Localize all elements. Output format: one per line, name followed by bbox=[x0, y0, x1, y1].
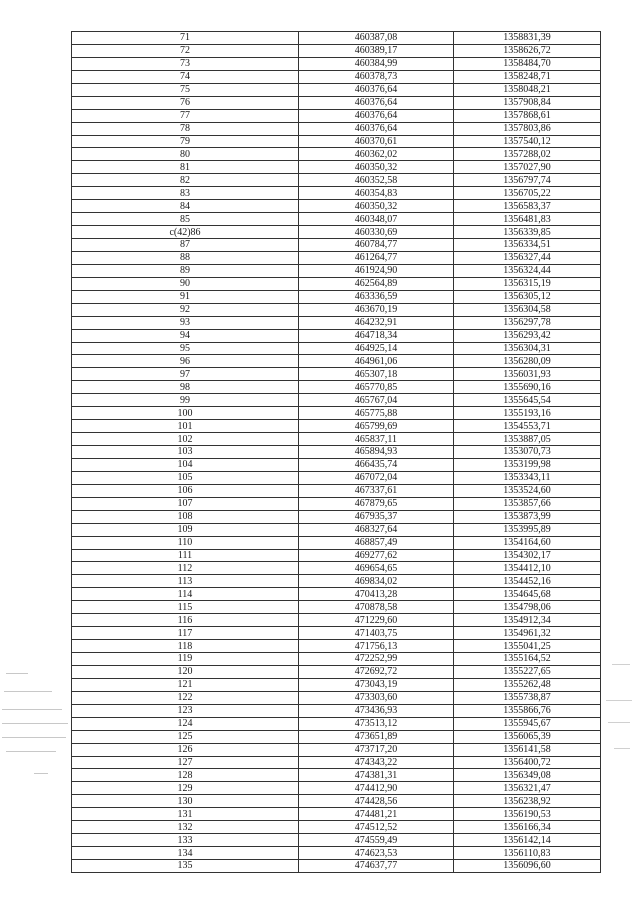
y-coordinate-cell: 1356327,44 bbox=[454, 251, 601, 264]
x-coordinate-cell: 460354,83 bbox=[299, 187, 454, 200]
y-coordinate-cell: 1357868,61 bbox=[454, 109, 601, 122]
y-coordinate-cell: 1354645,68 bbox=[454, 588, 601, 601]
y-coordinate-cell: 1353857,66 bbox=[454, 497, 601, 510]
y-coordinate-cell: 1356293,42 bbox=[454, 329, 601, 342]
y-coordinate-cell: 1356110,83 bbox=[454, 847, 601, 860]
table-row bbox=[72, 303, 601, 316]
y-coordinate-cell: 1356481,83 bbox=[454, 213, 601, 226]
point-number-cell: 128 bbox=[72, 769, 299, 782]
y-coordinate-cell: 1357288,02 bbox=[454, 148, 601, 161]
table-row bbox=[72, 834, 601, 847]
y-coordinate-cell: 1357027,90 bbox=[454, 161, 601, 174]
table-row bbox=[72, 96, 601, 109]
point-number-cell: 113 bbox=[72, 575, 299, 588]
point-number-cell: 125 bbox=[72, 730, 299, 743]
y-coordinate-cell: 1358831,39 bbox=[454, 32, 601, 45]
table-row bbox=[72, 717, 601, 730]
point-number-cell: 93 bbox=[72, 316, 299, 329]
x-coordinate-cell: 464925,14 bbox=[299, 342, 454, 355]
point-number-cell: 118 bbox=[72, 640, 299, 653]
y-coordinate-cell: 1355945,67 bbox=[454, 717, 601, 730]
y-coordinate-cell: 1355690,16 bbox=[454, 381, 601, 394]
point-number-cell: 79 bbox=[72, 135, 299, 148]
y-coordinate-cell: 1356705,22 bbox=[454, 187, 601, 200]
y-coordinate-cell: 1355193,16 bbox=[454, 407, 601, 420]
y-coordinate-cell: 1356065,39 bbox=[454, 730, 601, 743]
point-number-cell: 94 bbox=[72, 329, 299, 342]
table-row bbox=[72, 523, 601, 536]
y-coordinate-cell: 1354912,34 bbox=[454, 614, 601, 627]
table-row bbox=[72, 627, 601, 640]
y-coordinate-cell: 1355164,52 bbox=[454, 653, 601, 666]
y-coordinate-cell: 1356141,58 bbox=[454, 743, 601, 756]
point-number-cell: 81 bbox=[72, 161, 299, 174]
table-row bbox=[72, 174, 601, 187]
x-coordinate-cell: 472252,99 bbox=[299, 653, 454, 666]
table-row bbox=[72, 678, 601, 691]
y-coordinate-cell: 1355227,65 bbox=[454, 665, 601, 678]
x-coordinate-cell: 464961,06 bbox=[299, 355, 454, 368]
point-number-cell: 134 bbox=[72, 847, 299, 860]
y-coordinate-cell: 1356334,51 bbox=[454, 239, 601, 252]
table-row bbox=[72, 704, 601, 717]
table-row bbox=[72, 808, 601, 821]
point-number-cell: 76 bbox=[72, 96, 299, 109]
x-coordinate-cell: 473651,89 bbox=[299, 730, 454, 743]
point-number-cell: 92 bbox=[72, 303, 299, 316]
table-row bbox=[72, 510, 601, 523]
table-row bbox=[72, 213, 601, 226]
table-row bbox=[72, 329, 601, 342]
y-coordinate-cell: 1353995,89 bbox=[454, 523, 601, 536]
right-margin-scan-marks bbox=[604, 660, 634, 760]
point-number-cell: 84 bbox=[72, 200, 299, 213]
x-coordinate-cell: 460348,07 bbox=[299, 213, 454, 226]
y-coordinate-cell: 1355041,25 bbox=[454, 640, 601, 653]
x-coordinate-cell: 470413,28 bbox=[299, 588, 454, 601]
x-coordinate-cell: 465767,04 bbox=[299, 394, 454, 407]
table-row bbox=[72, 795, 601, 808]
x-coordinate-cell: 474559,49 bbox=[299, 834, 454, 847]
table-row bbox=[72, 368, 601, 381]
point-number-cell: 126 bbox=[72, 743, 299, 756]
y-coordinate-cell: 1357540,12 bbox=[454, 135, 601, 148]
table-row bbox=[72, 484, 601, 497]
point-number-cell: 78 bbox=[72, 122, 299, 135]
y-coordinate-cell: 1354412,10 bbox=[454, 562, 601, 575]
point-number-cell: 71 bbox=[72, 32, 299, 45]
x-coordinate-cell: 473436,93 bbox=[299, 704, 454, 717]
x-coordinate-cell: 464718,34 bbox=[299, 329, 454, 342]
point-number-cell: 135 bbox=[72, 860, 299, 873]
point-number-cell: 108 bbox=[72, 510, 299, 523]
y-coordinate-cell: 1353873,99 bbox=[454, 510, 601, 523]
x-coordinate-cell: 469277,62 bbox=[299, 549, 454, 562]
table-row bbox=[72, 122, 601, 135]
table-row bbox=[72, 420, 601, 433]
point-number-cell: 101 bbox=[72, 420, 299, 433]
x-coordinate-cell: 471756,13 bbox=[299, 640, 454, 653]
y-coordinate-cell: 1354553,71 bbox=[454, 420, 601, 433]
table-row bbox=[72, 575, 601, 588]
table-row bbox=[72, 83, 601, 96]
x-coordinate-cell: 473303,60 bbox=[299, 691, 454, 704]
table-row bbox=[72, 355, 601, 368]
point-number-cell: 111 bbox=[72, 549, 299, 562]
table-row bbox=[72, 148, 601, 161]
y-coordinate-cell: 1354452,16 bbox=[454, 575, 601, 588]
point-number-cell: 110 bbox=[72, 536, 299, 549]
point-number-cell: 89 bbox=[72, 264, 299, 277]
table-row bbox=[72, 70, 601, 83]
x-coordinate-cell: 467879,65 bbox=[299, 497, 454, 510]
table-row bbox=[72, 290, 601, 303]
x-coordinate-cell: 467337,61 bbox=[299, 484, 454, 497]
point-number-cell: 133 bbox=[72, 834, 299, 847]
y-coordinate-cell: 1358048,21 bbox=[454, 83, 601, 96]
x-coordinate-cell: 468327,64 bbox=[299, 523, 454, 536]
point-number-cell: 123 bbox=[72, 704, 299, 717]
point-number-cell: 90 bbox=[72, 277, 299, 290]
table-row bbox=[72, 277, 601, 290]
x-coordinate-cell: 460362,02 bbox=[299, 148, 454, 161]
point-number-cell: c(42)86 bbox=[72, 226, 299, 239]
point-number-cell: 107 bbox=[72, 497, 299, 510]
table-row bbox=[72, 614, 601, 627]
point-number-cell: 96 bbox=[72, 355, 299, 368]
x-coordinate-cell: 463670,19 bbox=[299, 303, 454, 316]
x-coordinate-cell: 460376,64 bbox=[299, 122, 454, 135]
point-number-cell: 112 bbox=[72, 562, 299, 575]
y-coordinate-cell: 1356304,31 bbox=[454, 342, 601, 355]
table-row bbox=[72, 433, 601, 446]
table-row bbox=[72, 860, 601, 873]
x-coordinate-cell: 467935,37 bbox=[299, 510, 454, 523]
x-coordinate-cell: 460350,32 bbox=[299, 200, 454, 213]
point-number-cell: 99 bbox=[72, 394, 299, 407]
point-number-cell: 98 bbox=[72, 381, 299, 394]
table-row bbox=[72, 653, 601, 666]
x-coordinate-cell: 468857,49 bbox=[299, 536, 454, 549]
coordinates-table-body bbox=[72, 32, 601, 873]
y-coordinate-cell: 1356321,47 bbox=[454, 782, 601, 795]
table-row bbox=[72, 44, 601, 57]
x-coordinate-cell: 460370,61 bbox=[299, 135, 454, 148]
y-coordinate-cell: 1355262,48 bbox=[454, 678, 601, 691]
x-coordinate-cell: 469834,02 bbox=[299, 575, 454, 588]
y-coordinate-cell: 1356304,58 bbox=[454, 303, 601, 316]
point-number-cell: 121 bbox=[72, 678, 299, 691]
point-number-cell: 102 bbox=[72, 433, 299, 446]
x-coordinate-cell: 460350,32 bbox=[299, 161, 454, 174]
y-coordinate-cell: 1356142,14 bbox=[454, 834, 601, 847]
x-coordinate-cell: 460387,08 bbox=[299, 32, 454, 45]
point-number-cell: 130 bbox=[72, 795, 299, 808]
y-coordinate-cell: 1356190,53 bbox=[454, 808, 601, 821]
table-row bbox=[72, 135, 601, 148]
table-row bbox=[72, 756, 601, 769]
x-coordinate-cell: 473717,20 bbox=[299, 743, 454, 756]
y-coordinate-cell: 1356400,72 bbox=[454, 756, 601, 769]
table-row bbox=[72, 109, 601, 122]
x-coordinate-cell: 474512,52 bbox=[299, 821, 454, 834]
x-coordinate-cell: 465775,88 bbox=[299, 407, 454, 420]
coordinates-table bbox=[71, 31, 601, 873]
x-coordinate-cell: 460376,64 bbox=[299, 109, 454, 122]
y-coordinate-cell: 1356324,44 bbox=[454, 264, 601, 277]
x-coordinate-cell: 474637,77 bbox=[299, 860, 454, 873]
x-coordinate-cell: 465770,85 bbox=[299, 381, 454, 394]
x-coordinate-cell: 474428,56 bbox=[299, 795, 454, 808]
table-row bbox=[72, 730, 601, 743]
x-coordinate-cell: 460330,69 bbox=[299, 226, 454, 239]
x-coordinate-cell: 460784,77 bbox=[299, 239, 454, 252]
table-row bbox=[72, 821, 601, 834]
x-coordinate-cell: 460376,64 bbox=[299, 83, 454, 96]
point-number-cell: 95 bbox=[72, 342, 299, 355]
point-number-cell: 117 bbox=[72, 627, 299, 640]
x-coordinate-cell: 463336,59 bbox=[299, 290, 454, 303]
table-row bbox=[72, 239, 601, 252]
y-coordinate-cell: 1354798,06 bbox=[454, 601, 601, 614]
y-coordinate-cell: 1357908,84 bbox=[454, 96, 601, 109]
y-coordinate-cell: 1354164,60 bbox=[454, 536, 601, 549]
table-row bbox=[72, 471, 601, 484]
y-coordinate-cell: 1356315,19 bbox=[454, 277, 601, 290]
table-row bbox=[72, 264, 601, 277]
y-coordinate-cell: 1358484,70 bbox=[454, 57, 601, 70]
point-number-cell: 103 bbox=[72, 446, 299, 459]
point-number-cell: 74 bbox=[72, 70, 299, 83]
point-number-cell: 129 bbox=[72, 782, 299, 795]
y-coordinate-cell: 1353070,73 bbox=[454, 446, 601, 459]
y-coordinate-cell: 1357803,86 bbox=[454, 122, 601, 135]
y-coordinate-cell: 1353524,60 bbox=[454, 484, 601, 497]
point-number-cell: 75 bbox=[72, 83, 299, 96]
y-coordinate-cell: 1356166,34 bbox=[454, 821, 601, 834]
y-coordinate-cell: 1356280,09 bbox=[454, 355, 601, 368]
table-row bbox=[72, 200, 601, 213]
table-row bbox=[72, 769, 601, 782]
point-number-cell: 91 bbox=[72, 290, 299, 303]
y-coordinate-cell: 1353887,05 bbox=[454, 433, 601, 446]
x-coordinate-cell: 469654,65 bbox=[299, 562, 454, 575]
point-number-cell: 97 bbox=[72, 368, 299, 381]
y-coordinate-cell: 1355866,76 bbox=[454, 704, 601, 717]
y-coordinate-cell: 1356238,92 bbox=[454, 795, 601, 808]
table-row bbox=[72, 562, 601, 575]
table-row bbox=[72, 187, 601, 200]
y-coordinate-cell: 1355645,54 bbox=[454, 394, 601, 407]
table-row bbox=[72, 251, 601, 264]
point-number-cell: 119 bbox=[72, 653, 299, 666]
x-coordinate-cell: 474343,22 bbox=[299, 756, 454, 769]
y-coordinate-cell: 1356349,08 bbox=[454, 769, 601, 782]
point-number-cell: 131 bbox=[72, 808, 299, 821]
point-number-cell: 124 bbox=[72, 717, 299, 730]
table-row bbox=[72, 316, 601, 329]
y-coordinate-cell: 1356297,78 bbox=[454, 316, 601, 329]
table-row bbox=[72, 743, 601, 756]
table-row bbox=[72, 381, 601, 394]
table-row bbox=[72, 226, 601, 239]
x-coordinate-cell: 471229,60 bbox=[299, 614, 454, 627]
table-row bbox=[72, 394, 601, 407]
y-coordinate-cell: 1356031,93 bbox=[454, 368, 601, 381]
point-number-cell: 85 bbox=[72, 213, 299, 226]
point-number-cell: 77 bbox=[72, 109, 299, 122]
x-coordinate-cell: 465894,93 bbox=[299, 446, 454, 459]
y-coordinate-cell: 1354961,32 bbox=[454, 627, 601, 640]
table-row bbox=[72, 549, 601, 562]
x-coordinate-cell: 460384,99 bbox=[299, 57, 454, 70]
x-coordinate-cell: 466435,74 bbox=[299, 458, 454, 471]
x-coordinate-cell: 462564,89 bbox=[299, 277, 454, 290]
point-number-cell: 87 bbox=[72, 239, 299, 252]
point-number-cell: 72 bbox=[72, 44, 299, 57]
table-row bbox=[72, 691, 601, 704]
y-coordinate-cell: 1356096,60 bbox=[454, 860, 601, 873]
point-number-cell: 127 bbox=[72, 756, 299, 769]
table-row bbox=[72, 458, 601, 471]
table-row bbox=[72, 161, 601, 174]
point-number-cell: 105 bbox=[72, 471, 299, 484]
table-row bbox=[72, 601, 601, 614]
y-coordinate-cell: 1353343,11 bbox=[454, 471, 601, 484]
y-coordinate-cell: 1354302,17 bbox=[454, 549, 601, 562]
x-coordinate-cell: 472692,72 bbox=[299, 665, 454, 678]
table-row bbox=[72, 847, 601, 860]
point-number-cell: 100 bbox=[72, 407, 299, 420]
x-coordinate-cell: 460376,64 bbox=[299, 96, 454, 109]
table-row bbox=[72, 342, 601, 355]
table-row bbox=[72, 782, 601, 795]
point-number-cell: 116 bbox=[72, 614, 299, 627]
x-coordinate-cell: 470878,58 bbox=[299, 601, 454, 614]
x-coordinate-cell: 473513,12 bbox=[299, 717, 454, 730]
x-coordinate-cell: 465837,11 bbox=[299, 433, 454, 446]
x-coordinate-cell: 467072,04 bbox=[299, 471, 454, 484]
x-coordinate-cell: 465799,69 bbox=[299, 420, 454, 433]
point-number-cell: 82 bbox=[72, 174, 299, 187]
point-number-cell: 114 bbox=[72, 588, 299, 601]
point-number-cell: 88 bbox=[72, 251, 299, 264]
x-coordinate-cell: 461264,77 bbox=[299, 251, 454, 264]
table-row bbox=[72, 497, 601, 510]
table-row bbox=[72, 446, 601, 459]
point-number-cell: 115 bbox=[72, 601, 299, 614]
point-number-cell: 106 bbox=[72, 484, 299, 497]
table-row bbox=[72, 536, 601, 549]
x-coordinate-cell: 474381,31 bbox=[299, 769, 454, 782]
x-coordinate-cell: 465307,18 bbox=[299, 368, 454, 381]
y-coordinate-cell: 1356583,37 bbox=[454, 200, 601, 213]
y-coordinate-cell: 1358248,71 bbox=[454, 70, 601, 83]
point-number-cell: 109 bbox=[72, 523, 299, 536]
y-coordinate-cell: 1358626,72 bbox=[454, 44, 601, 57]
table-row bbox=[72, 665, 601, 678]
table-row bbox=[72, 57, 601, 70]
point-number-cell: 104 bbox=[72, 458, 299, 471]
y-coordinate-cell: 1353199,98 bbox=[454, 458, 601, 471]
x-coordinate-cell: 464232,91 bbox=[299, 316, 454, 329]
x-coordinate-cell: 461924,90 bbox=[299, 264, 454, 277]
x-coordinate-cell: 460378,73 bbox=[299, 70, 454, 83]
point-number-cell: 120 bbox=[72, 665, 299, 678]
x-coordinate-cell: 460389,17 bbox=[299, 44, 454, 57]
table-row bbox=[72, 407, 601, 420]
x-coordinate-cell: 474481,21 bbox=[299, 808, 454, 821]
point-number-cell: 80 bbox=[72, 148, 299, 161]
y-coordinate-cell: 1356797,74 bbox=[454, 174, 601, 187]
left-margin-scan-marks bbox=[2, 665, 72, 785]
y-coordinate-cell: 1355738,87 bbox=[454, 691, 601, 704]
x-coordinate-cell: 460352,58 bbox=[299, 174, 454, 187]
x-coordinate-cell: 474623,53 bbox=[299, 847, 454, 860]
x-coordinate-cell: 471403,75 bbox=[299, 627, 454, 640]
table-row bbox=[72, 32, 601, 45]
point-number-cell: 83 bbox=[72, 187, 299, 200]
x-coordinate-cell: 474412,90 bbox=[299, 782, 454, 795]
point-number-cell: 132 bbox=[72, 821, 299, 834]
x-coordinate-cell: 473043,19 bbox=[299, 678, 454, 691]
y-coordinate-cell: 1356305,12 bbox=[454, 290, 601, 303]
y-coordinate-cell: 1356339,85 bbox=[454, 226, 601, 239]
point-number-cell: 73 bbox=[72, 57, 299, 70]
point-number-cell: 122 bbox=[72, 691, 299, 704]
table-row bbox=[72, 588, 601, 601]
table-row bbox=[72, 640, 601, 653]
